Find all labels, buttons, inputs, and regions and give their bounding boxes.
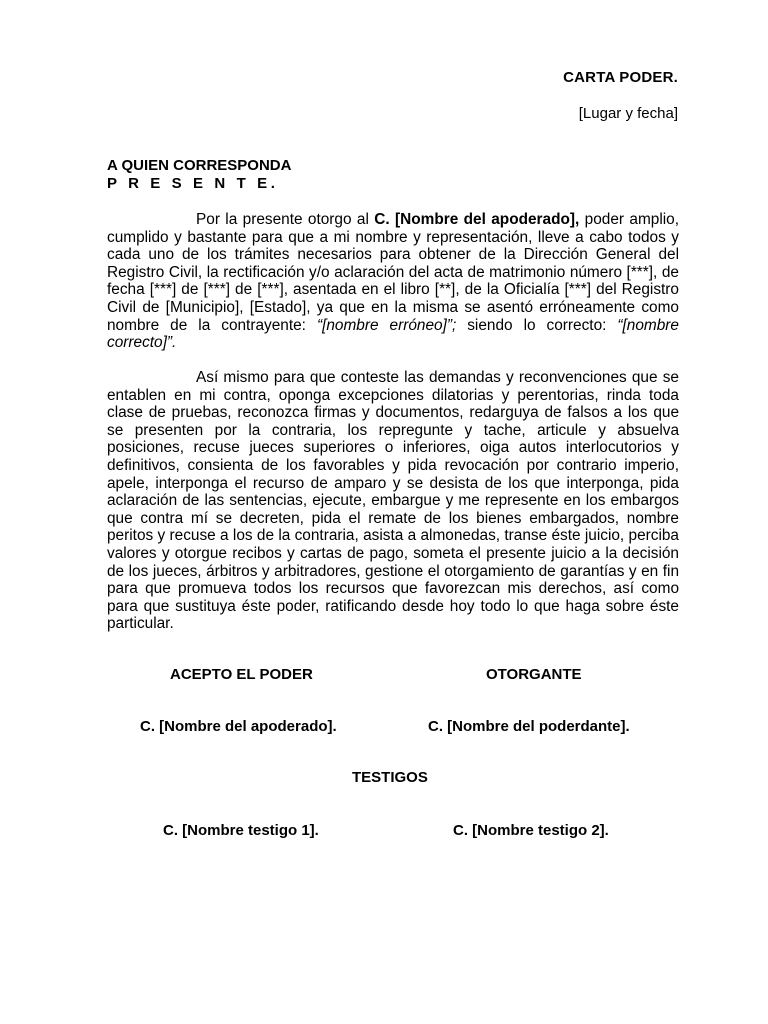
paragraph-text: poder amplio, cumplido y bastante para que a mi nombre y representación, lleve a cabo todos y cada uno de los trámites necesarios para obtener de la Dirección General del Registro Civil, la rectificación y/o aclaración del acta de matrimonio número [***], de fecha [***] de [***] de [***], asentada en el libro [**], de la Oficialía [***] del Registro Civil de [Municipio], [Estado], ya que en la misma se asentó erróneamente como nombre de la contrayente: <box>107 211 680 334</box>
addressee-block <box>107 157 291 193</box>
correct-name: “[nombre correcto]”. <box>107 316 679 352</box>
wrong-name: “[nombre erróneo]”; <box>316 316 457 334</box>
present-line: P R E S E N T E. <box>107 175 279 192</box>
body-paragraph-1 <box>107 211 679 352</box>
paragraph-middle: siendo lo correcto: <box>456 316 618 334</box>
place-date: [Lugar y fecha] <box>578 105 678 122</box>
witness-2-name: C. [Nombre testigo 2]. <box>453 822 609 839</box>
addressee-line: A QUIEN CORRESPONDA <box>107 157 292 174</box>
witness-1-name: C. [Nombre testigo 1]. <box>163 822 319 839</box>
accept-power-label: ACEPTO EL PODER <box>170 666 313 683</box>
witnesses-title: TESTIGOS <box>352 769 428 786</box>
attorney-name-inline: C. [Nombre del apoderado], <box>374 211 580 228</box>
paragraph-intro: Por la presente otorgo al <box>196 211 375 228</box>
attorney-signature-name: C. [Nombre del apoderado]. <box>140 718 337 735</box>
document-title: CARTA PODER. <box>563 69 678 86</box>
body-paragraph-2: Así mismo para que conteste las demandas y reconvenciones que se entablen en mi contra, oponga excepciones dilatorias y perentorias, rinda toda clase de pruebas, reconozca firmas y documentos, redarguya de falsos a los que se presenten por la contraria, los repregunte y tache, articule y absuelva posiciones, recuse jueces superiores o inferiores, oiga autos interlocutorios y definitivos, consienta de los favorables y pida revocación por contrario imperio, apele, interponga el recurso de amparo y se desista de los que interponga, pida aclaración de las sentencias, ejecute, embargue y me represente en los embargos que contra mí se decreten, pida el remate de los bienes embargados, nombre peritos y recuse a los de la contraria, asista a almonedas, transe éste juicio, perciba valores y otorgue recibos y cartas de pago, someta el presente juicio a la decisión de los jueces, árbitros y arbitradores, gestione el otorgamiento de garantías y en fin para que promueva todos los recursos que favorezcan mis derechos, así como para que sustituya éste poder, ratificando desde hoy todo lo que haga sobre éste particular. <box>107 369 679 633</box>
grantor-signature-name: C. [Nombre del poderdante]. <box>428 718 630 735</box>
grantor-label: OTORGANTE <box>486 666 582 683</box>
